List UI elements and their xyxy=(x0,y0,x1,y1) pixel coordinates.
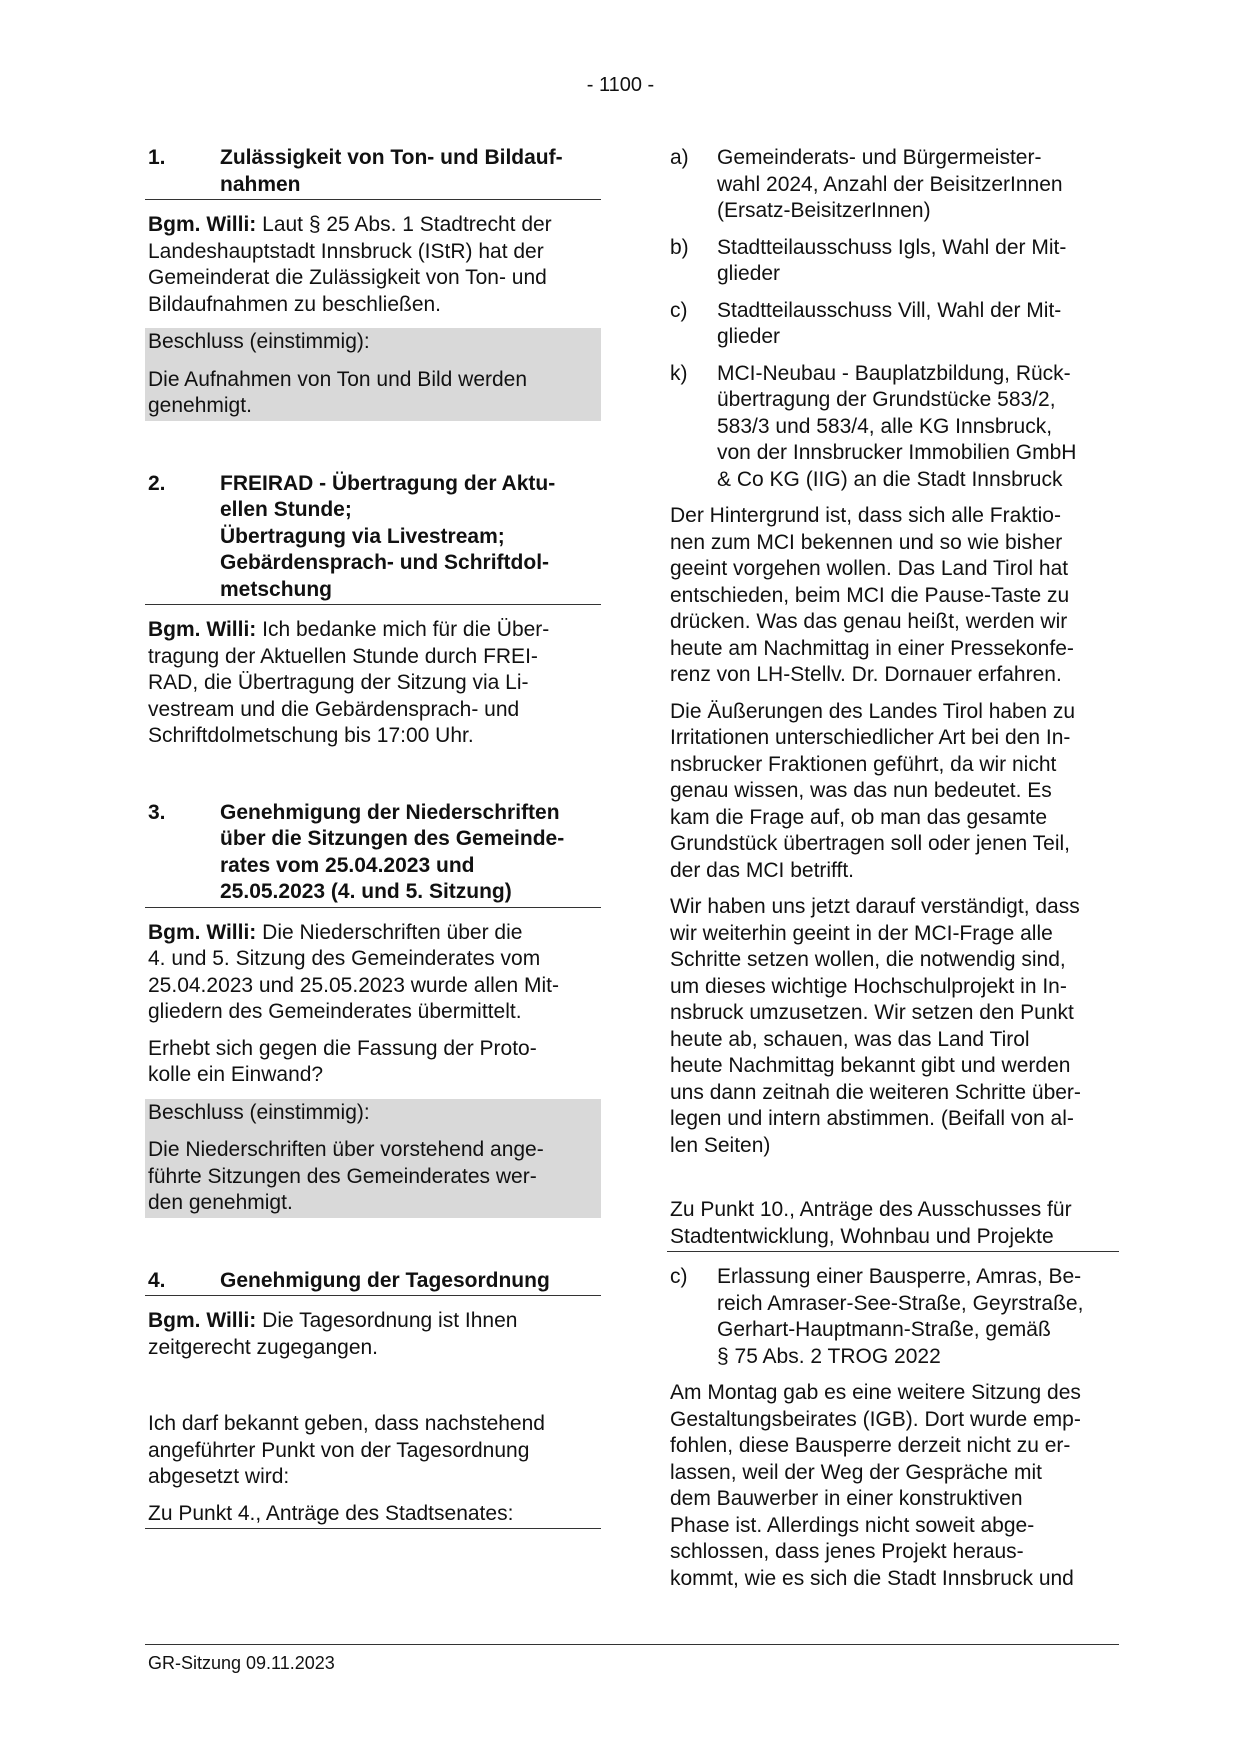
section-title xyxy=(220,800,598,906)
text-line: Stadtteilausschuss Igls, Wahl der Mit- xyxy=(717,235,1067,259)
text-line: Schriftdolmetschung bis 17:00 Uhr. xyxy=(148,724,474,747)
text-line: heute ab, schauen, was das Land Tirol xyxy=(670,1027,1030,1051)
item-text xyxy=(717,361,1116,494)
resolution-box xyxy=(145,1099,601,1218)
speaker-name: Bgm. Willi: xyxy=(148,618,257,641)
item-text xyxy=(717,298,1116,351)
speaker-name: Bgm. Willi: xyxy=(148,920,257,944)
section-heading-1 xyxy=(145,145,601,200)
agenda-item-a xyxy=(667,145,1119,225)
agenda-item-c xyxy=(667,298,1119,351)
statement-paragraph xyxy=(145,617,601,750)
item-text xyxy=(717,235,1116,288)
text-line: heute Nachmittag bekannt gibt und werden xyxy=(670,1054,1071,1077)
text-line: lassen, weil der Weg der Gespräche mit xyxy=(670,1460,1042,1484)
text-line: angeführter Punkt von der Tagesordnung xyxy=(148,1438,530,1462)
text-line: vestream und die Gebärdensprach- und xyxy=(148,697,520,721)
text-line: Laut § 25 Abs. 1 Stadtrecht der xyxy=(256,213,552,236)
statement-paragraph xyxy=(145,1308,601,1361)
title-line: metschung xyxy=(220,577,333,601)
section-title xyxy=(220,145,598,198)
text-line: führte Sitzungen des Gemeinderates wer- xyxy=(148,1164,537,1188)
title-line: Zulässigkeit von Ton- und Bildauf- xyxy=(220,146,563,169)
text-line: Bildaufnahmen zu beschließen. xyxy=(148,292,442,316)
section-number: 2. xyxy=(148,471,166,495)
text-line: Erlassung einer Bausperre, Amras, Be- xyxy=(717,1265,1082,1288)
text-line: Gemeinderats- und Bürgermeister- xyxy=(717,146,1042,169)
text-line: Wir haben uns jetzt darauf verständigt, dass xyxy=(670,895,1080,918)
text-line: uns dann zeitnah die weiteren Schritte über- xyxy=(670,1080,1081,1104)
title-line: rates vom 25.04.2023 und xyxy=(220,853,475,877)
section-title xyxy=(220,1268,598,1295)
text-line: glieder xyxy=(717,262,781,285)
text-line: Der Hintergrund ist, dass sich alle Fraktio- xyxy=(670,504,1061,527)
text-line: der das MCI betrifft. xyxy=(670,858,855,882)
text-line: Gemeinderat die Zulässigkeit von Ton- und xyxy=(148,266,547,289)
page-number: - 1100 - xyxy=(586,74,655,96)
text-line: Die Niederschriften über vorstehend ange- xyxy=(148,1138,544,1161)
text-line: Irritationen unterschiedlicher Art bei den In- xyxy=(670,726,1071,749)
section-heading-2 xyxy=(145,471,601,606)
resolution-text xyxy=(145,357,601,421)
text-line: RAD, die Übertragung der Sitzung via Li- xyxy=(148,671,529,694)
item-text xyxy=(717,1264,1116,1370)
text-line: MCI-Neubau - Bauplatzbildung, Rück- xyxy=(717,361,1071,385)
text-line: 4. und 5. Sitzung des Gemeinderates vom xyxy=(148,947,541,970)
title-line: ellen Stunde; xyxy=(220,498,352,521)
item-text xyxy=(717,145,1116,225)
text-line: Stadtteilausschuss Vill, Wahl der Mit- xyxy=(717,298,1062,322)
text-line: Zu Punkt 10., Anträge des Ausschusses für xyxy=(670,1198,1072,1221)
text-line: Erhebt sich gegen die Fassung der Proto- xyxy=(148,1036,537,1060)
section-heading-3 xyxy=(145,800,601,908)
section-title xyxy=(220,471,598,604)
statement-paragraph xyxy=(145,920,601,1026)
text-line: Gerhart-Hauptmann-Straße, gemäß xyxy=(717,1318,1051,1341)
item-letter: b) xyxy=(670,235,689,259)
text-line: glieder xyxy=(717,325,781,348)
title-line: Gebärdensprach- und Schriftdol- xyxy=(220,551,550,574)
title-line: Genehmigung der Niederschriften xyxy=(220,800,560,824)
text-line: schlossen, dass jenes Projekt heraus- xyxy=(670,1540,1024,1563)
right-column xyxy=(667,145,1119,1602)
text-line: nsbruck umzusetzen. Wir setzen den Punkt xyxy=(670,1001,1074,1024)
speaker-name: Bgm. Willi: xyxy=(148,1309,257,1332)
text-line: Ich bedanke mich für die Über- xyxy=(256,618,550,641)
body-paragraph xyxy=(667,699,1119,885)
statement-paragraph xyxy=(145,212,601,318)
body-paragraph xyxy=(667,503,1119,689)
resolution-text xyxy=(145,1127,601,1218)
text-line: reich Amraser-See-Straße, Geyrstraße, xyxy=(717,1291,1084,1315)
text-line: Stadtentwicklung, Wohnbau und Projekte xyxy=(670,1224,1054,1248)
text-line: Ich darf bekannt geben, dass nachstehend xyxy=(148,1412,545,1435)
text-line: renz von LH-Stellv. Dr. Dornauer erfahren. xyxy=(670,663,1062,686)
text-line: Die Tagesordnung ist Ihnen xyxy=(256,1309,518,1332)
text-line: kam die Frage auf, ob man das gesamte xyxy=(670,805,1048,829)
text-line: Schritte setzen wollen, die notwendig sind, xyxy=(670,948,1066,971)
text-line: übertragung der Grundstücke 583/2, xyxy=(717,388,1056,411)
speaker-name: Bgm. Willi: xyxy=(148,213,257,236)
text-line: (Ersatz-BeisitzerInnen) xyxy=(717,199,931,222)
text-line: Zu Punkt 4., Anträge des Stadtsenates: xyxy=(148,1501,514,1525)
text-line: Die Niederschriften über die xyxy=(256,920,523,944)
item-letter: c) xyxy=(670,298,688,322)
body-paragraph xyxy=(667,894,1119,1159)
text-line: Phase ist. Allerdings nicht soweit abge- xyxy=(670,1513,1035,1537)
item-letter: k) xyxy=(670,361,688,385)
page-footer: GR-Sitzung 09.11.2023 xyxy=(148,1653,335,1673)
agenda-item-b xyxy=(667,235,1119,288)
text-line: den genehmigt. xyxy=(148,1191,293,1214)
footer-divider xyxy=(145,1644,1119,1645)
text-line: 25.04.2023 und 25.05.2023 wurde allen Mit- xyxy=(148,973,559,997)
text-line: Landeshauptstadt Innsbruck (IStR) hat der xyxy=(148,239,544,263)
body-paragraph xyxy=(667,1380,1119,1592)
text-line: § 75 Abs. 2 TROG 2022 xyxy=(717,1344,941,1368)
agenda-item-k xyxy=(667,361,1119,494)
text-line: Die Aufnahmen von Ton und Bild werden xyxy=(148,367,528,391)
resolution-label: Beschluss (einstimmig): xyxy=(145,328,601,357)
title-line: nahmen xyxy=(220,172,301,196)
text-line: genau wissen, was das nun bedeutet. Es xyxy=(670,779,1052,802)
text-line: von der Innsbrucker Immobilien GmbH xyxy=(717,441,1077,464)
text-line: wahl 2024, Anzahl der BeisitzerInnen xyxy=(717,172,1063,196)
agenda-point-heading xyxy=(667,1197,1119,1252)
text-line: Die Äußerungen des Landes Tirol haben zu xyxy=(670,699,1076,723)
text-line: kolle ein Einwand? xyxy=(148,1063,324,1086)
text-line: tragung der Aktuellen Stunde durch FREI- xyxy=(148,644,538,668)
text-line: dem Bauwerber in einer konstruktiven xyxy=(670,1487,1023,1510)
title-line: Übertragung via Livestream; xyxy=(220,524,505,548)
text-line: um dieses wichtige Hochschulprojekt in In- xyxy=(670,974,1067,998)
section-number: 1. xyxy=(148,146,166,169)
question-paragraph xyxy=(145,1036,601,1089)
announcement-paragraph xyxy=(145,1411,601,1491)
text-line: geeint vorgehen wollen. Das Land Tirol hat xyxy=(670,557,1069,580)
text-line: nen zum MCI bekennen und so wie bisher xyxy=(670,530,1063,554)
text-line: Grundstück übertragen soll oder jenen Teil, xyxy=(670,832,1071,855)
text-line: Am Montag gab es eine weitere Sitzung des xyxy=(670,1381,1081,1404)
text-line: kommt, wie es sich die Stadt Innsbruck und xyxy=(670,1566,1074,1590)
title-line: 25.05.2023 (4. und 5. Sitzung) xyxy=(220,880,512,903)
text-line: abgesetzt wird: xyxy=(148,1465,290,1488)
text-line: fohlen, diese Bausperre derzeit nicht zu er- xyxy=(670,1434,1071,1457)
text-line: 583/3 und 583/4, alle KG Innsbruck, xyxy=(717,414,1053,438)
text-line: wir weiterhin geeint in der MCI-Frage alle xyxy=(670,921,1053,945)
title-line: über die Sitzungen des Gemeinde- xyxy=(220,827,565,850)
item-letter: c) xyxy=(670,1265,688,1288)
text-line: heute am Nachmittag in einer Pressekonfe- xyxy=(670,636,1074,660)
text-line: entschieden, beim MCI die Pause-Taste zu xyxy=(670,583,1070,607)
agenda-item-c-bausperre xyxy=(667,1264,1119,1370)
section-number: 3. xyxy=(148,800,166,824)
text-line: zeitgerecht zugegangen. xyxy=(148,1335,379,1359)
text-line: legen und intern abstimmen. (Beifall von al- xyxy=(670,1107,1074,1130)
text-line: gliedern des Gemeinderates übermittelt. xyxy=(148,1000,522,1023)
agenda-point-heading xyxy=(145,1501,601,1530)
text-line: len Seiten) xyxy=(670,1133,771,1157)
title-line: FREIRAD - Übertragung der Aktu- xyxy=(220,471,556,495)
section-heading-4 xyxy=(145,1268,601,1297)
text-line: & Co KG (IIG) an die Stadt Innsbruck xyxy=(717,467,1063,491)
resolution-label: Beschluss (einstimmig): xyxy=(145,1099,601,1128)
text-line: Gestaltungsbeirates (IGB). Dort wurde emp- xyxy=(670,1407,1081,1431)
left-column xyxy=(145,145,601,1541)
resolution-box xyxy=(145,328,601,421)
text-line: nsbrucker Fraktionen geführt, da wir nicht xyxy=(670,752,1057,776)
section-number: 4. xyxy=(148,1268,166,1292)
item-letter: a) xyxy=(670,146,689,169)
text-line: genehmigt. xyxy=(148,394,252,417)
title-line: Genehmigung der Tagesordnung xyxy=(220,1268,550,1292)
text-line: drücken. Was das genau heißt, werden wir xyxy=(670,610,1068,633)
